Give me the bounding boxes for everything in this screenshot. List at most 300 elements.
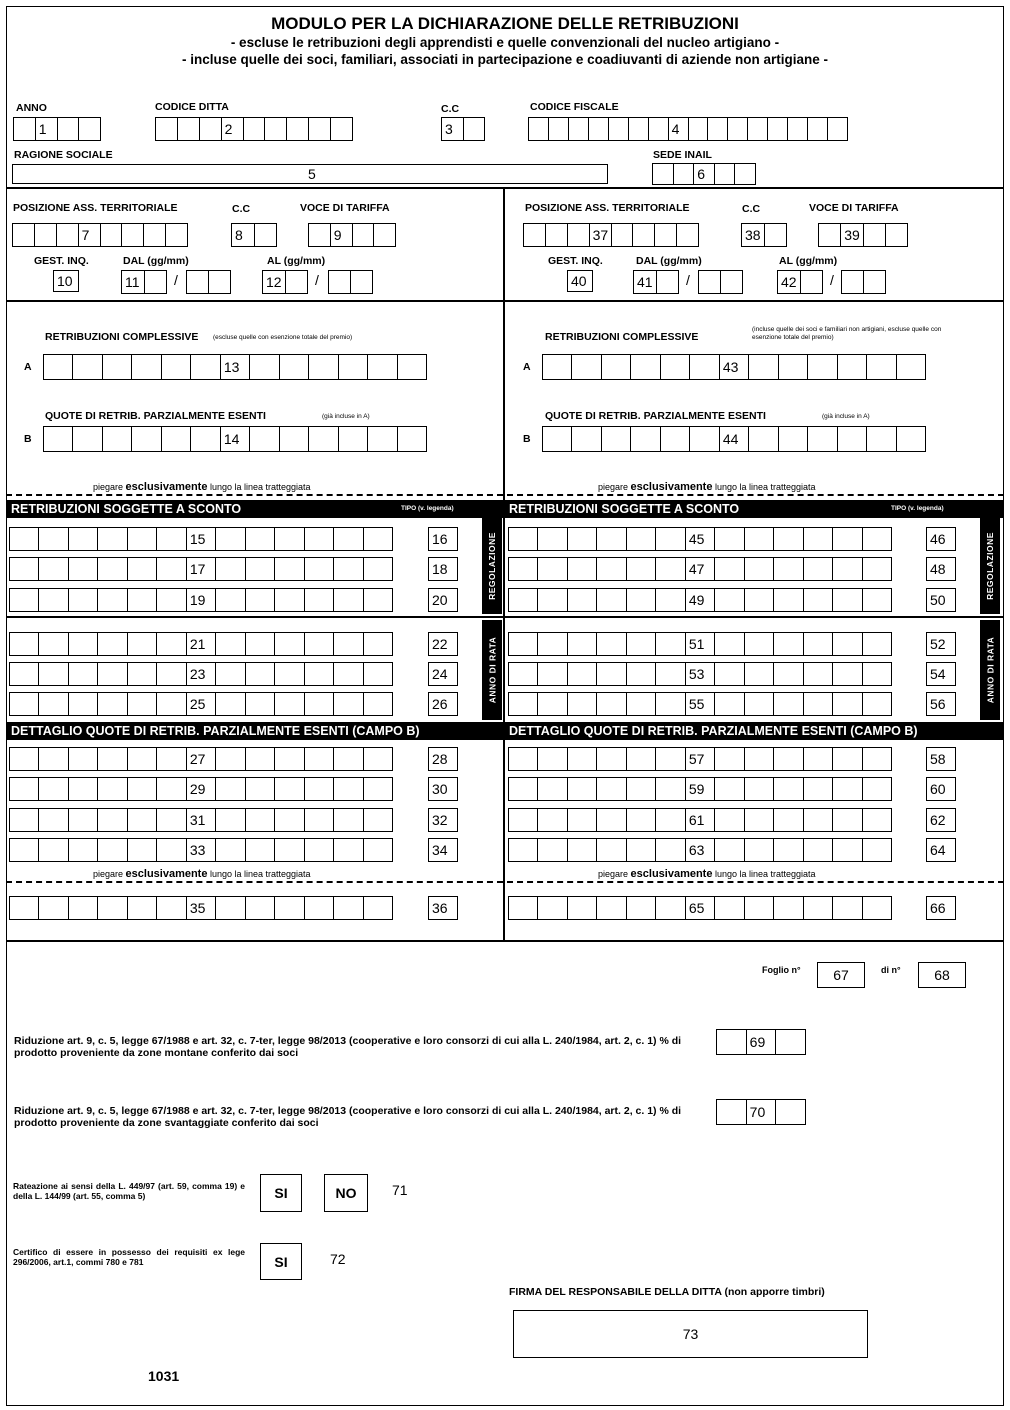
digit-cell	[832, 633, 861, 655]
digit-cell	[685, 633, 714, 655]
digit-cell	[676, 224, 698, 246]
digit-cell	[72, 427, 101, 451]
cc-label-left: C.C	[232, 203, 251, 215]
field-17[interactable]	[9, 557, 393, 581]
dal-label-right: DAL (gg/mm)	[636, 255, 702, 267]
digit-cell	[68, 897, 97, 919]
field-63[interactable]	[508, 838, 892, 862]
field-tipo-46[interactable]	[926, 527, 956, 551]
rateazione-si-checkbox[interactable]: SI	[260, 1174, 302, 1212]
digit-cell	[215, 809, 244, 831]
field-tipo-24[interactable]	[428, 662, 458, 686]
rateazione-no-checkbox[interactable]: NO	[324, 1174, 368, 1212]
firma-label: FIRMA DEL RESPONSABILE DELLA DITTA (non apporre timbri)	[509, 1286, 825, 1298]
field-retr-complessive-left[interactable]	[43, 354, 427, 380]
letter-a-right: A	[523, 361, 531, 373]
digit-cell	[927, 839, 955, 861]
field-49[interactable]	[508, 588, 892, 612]
field-al-day-left[interactable]	[262, 270, 308, 294]
digit-cell	[832, 558, 861, 580]
fold-pre: piegare	[93, 482, 126, 492]
digit-cell	[626, 693, 655, 715]
field-21[interactable]	[9, 632, 393, 656]
digit-cell	[338, 355, 367, 379]
digit-cell	[97, 839, 126, 861]
field-tipo-18[interactable]	[428, 557, 458, 581]
digit-cell	[254, 224, 277, 246]
digit-cell	[429, 748, 457, 770]
digit-cell	[626, 748, 655, 770]
digit-cell	[746, 1030, 776, 1054]
field-number: 29	[189, 781, 206, 797]
form-code: 1031	[148, 1368, 180, 1384]
digit-cell	[714, 589, 743, 611]
digit-cell	[274, 558, 303, 580]
field-sede-inail[interactable]	[652, 163, 756, 185]
digit-cell	[13, 165, 607, 183]
digit-cell	[567, 839, 596, 861]
digit-cell	[778, 271, 800, 293]
digit-cell	[727, 118, 747, 140]
digit-cell	[719, 355, 748, 379]
digit-cell	[596, 748, 625, 770]
digit-cell	[773, 589, 802, 611]
fold-pre: piegare	[598, 869, 631, 879]
field-number: 47	[688, 561, 705, 577]
digit-cell	[655, 839, 684, 861]
field-number: 7	[81, 227, 90, 243]
field-65[interactable]	[508, 896, 892, 920]
digit-cell	[885, 224, 907, 246]
field-tipo-56[interactable]	[926, 692, 956, 716]
digit-cell	[245, 663, 274, 685]
field-tipo-54[interactable]	[926, 662, 956, 686]
field-dal-day-right[interactable]	[633, 270, 679, 294]
field-tipo-34[interactable]	[428, 838, 458, 862]
regolazione-label-left: REGOLAZIONE	[487, 532, 497, 600]
digit-cell	[589, 224, 611, 246]
field-tipo-58[interactable]	[926, 747, 956, 771]
digit-cell	[249, 427, 278, 451]
field-tipo-62[interactable]	[926, 808, 956, 832]
field-number: 2	[224, 121, 233, 137]
field-number: 22	[432, 636, 448, 652]
digit-cell	[187, 271, 208, 293]
field-riduzione-svantaggiate[interactable]	[716, 1099, 806, 1125]
digit-cell	[429, 663, 457, 685]
digit-cell	[279, 427, 308, 451]
digit-cell	[742, 224, 764, 246]
digit-cell	[44, 427, 72, 451]
digit-cell	[773, 839, 802, 861]
digit-cell	[832, 809, 861, 831]
digit-cell	[38, 663, 67, 685]
digit-cell	[827, 118, 847, 140]
digit-cell	[927, 778, 955, 800]
field-33[interactable]	[9, 838, 393, 862]
field-tipo-64[interactable]	[926, 838, 956, 862]
digit-cell	[215, 558, 244, 580]
field-19[interactable]	[9, 588, 393, 612]
digit-cell	[274, 589, 303, 611]
digit-cell	[232, 224, 254, 246]
digit-cell	[363, 589, 392, 611]
digit-cell	[778, 355, 807, 379]
digit-cell	[274, 748, 303, 770]
digit-cell	[127, 589, 156, 611]
retr-complessive-label-left: RETRIBUZIONI COMPLESSIVE	[45, 331, 199, 343]
digit-cell	[632, 224, 654, 246]
al-slash-left: /	[315, 272, 319, 288]
digit-cell	[773, 693, 802, 715]
field-al-day-right[interactable]	[777, 270, 823, 294]
digit-cell	[38, 778, 67, 800]
voce-label-left: VOCE DI TARIFFA	[300, 202, 390, 214]
digit-cell	[655, 633, 684, 655]
dettaglio-bar-right	[504, 722, 1004, 740]
field-codice-ditta[interactable]	[155, 117, 353, 141]
field-dal-month-right[interactable]	[698, 270, 743, 294]
dal-slash-left: /	[174, 272, 178, 288]
digit-cell	[68, 778, 97, 800]
anno-rata-bar-left	[482, 620, 502, 720]
digit-cell	[68, 633, 97, 655]
digit-cell	[866, 355, 895, 379]
digit-cell	[186, 778, 215, 800]
field-number: 24	[432, 666, 448, 682]
digit-cell	[215, 778, 244, 800]
field-number: 37	[592, 227, 609, 243]
digit-cell	[333, 663, 362, 685]
digit-cell	[837, 355, 866, 379]
digit-cell	[363, 663, 392, 685]
digit-cell	[186, 839, 215, 861]
quote-note-right: (già incluse in A)	[822, 413, 870, 420]
fold-instruction-1-left	[93, 482, 311, 493]
digit-cell	[308, 427, 337, 451]
field-25[interactable]	[9, 692, 393, 716]
digit-cell	[567, 558, 596, 580]
field-gest-right[interactable]	[567, 270, 593, 292]
digit-cell	[626, 663, 655, 685]
digit-cell	[127, 693, 156, 715]
field-quote-left[interactable]	[43, 426, 427, 452]
digit-cell	[568, 118, 588, 140]
field-number: 13	[223, 359, 240, 375]
digit-cell	[333, 693, 362, 715]
field-ragione-sociale[interactable]	[12, 164, 608, 184]
digit-cell	[626, 809, 655, 831]
field-53[interactable]	[508, 662, 892, 686]
firma-field[interactable]: 73	[513, 1310, 868, 1358]
digit-cell	[363, 633, 392, 655]
fold-instruction-1-right	[598, 482, 816, 493]
field-codice-fiscale[interactable]	[528, 117, 848, 141]
digit-cell	[819, 224, 840, 246]
quote-note-left: (già incluse in A)	[322, 413, 370, 420]
digit-cell	[274, 663, 303, 685]
digit-cell	[221, 118, 243, 140]
ragione-sociale-label: RAGIONE SOCIALE	[14, 149, 113, 161]
field-number: 23	[189, 666, 206, 682]
digit-cell	[896, 427, 925, 451]
digit-cell	[245, 897, 274, 919]
field-number: 45	[688, 531, 705, 547]
riduzione-svantaggiate-text: Riduzione art. 9, c. 5, legge 67/1988 e art. 32, c. 7-ter, legge 98/2013 (cooperative e loro consorzi di cui alla L. 240/1984, art. 2, c. 1) % di prodotto proveniente da zone svantaggiate conferito dai soci	[14, 1105, 682, 1130]
digit-cell	[863, 271, 885, 293]
digit-cell	[285, 271, 308, 293]
digit-cell	[685, 528, 714, 550]
digit-cell	[611, 224, 633, 246]
field-cc-top[interactable]	[441, 117, 485, 141]
posizione-label-left: POSIZIONE ASS. TERRITORIALE	[13, 202, 178, 214]
digit-cell	[156, 748, 185, 770]
digit-cell	[397, 355, 426, 379]
field-di[interactable]: 68	[918, 962, 966, 988]
gest-label-left: GEST. INQ.	[34, 255, 89, 267]
digit-cell	[842, 271, 863, 293]
digit-cell	[717, 1030, 746, 1054]
field-29[interactable]	[9, 777, 393, 801]
digit-cell	[186, 809, 215, 831]
field-15[interactable]	[9, 527, 393, 551]
field-retr-complessive-right[interactable]	[542, 354, 926, 380]
sconto-bar-right	[504, 500, 1004, 518]
field-number: 8	[235, 227, 243, 243]
digit-cell	[68, 693, 97, 715]
digit-cell	[685, 589, 714, 611]
digit-cell	[803, 809, 832, 831]
field-35[interactable]	[9, 896, 393, 920]
digit-cell	[863, 224, 885, 246]
digit-cell	[862, 693, 891, 715]
field-55[interactable]	[508, 692, 892, 716]
letter-b-left: B	[24, 433, 32, 445]
digit-cell	[44, 355, 72, 379]
digit-cell	[308, 355, 337, 379]
field-tipo-66[interactable]	[926, 896, 956, 920]
field-number: 11	[125, 274, 140, 290]
digit-cell	[38, 558, 67, 580]
foglio-label: Foglio n°	[762, 965, 801, 975]
digit-cell	[509, 809, 537, 831]
digit-cell	[215, 693, 244, 715]
digit-cell	[245, 778, 274, 800]
digit-cell	[862, 897, 891, 919]
field-51[interactable]	[508, 632, 892, 656]
digit-cell	[800, 271, 823, 293]
digit-cell	[429, 633, 457, 655]
digit-cell	[442, 118, 463, 140]
digit-cell	[927, 693, 955, 715]
digit-cell	[10, 663, 38, 685]
field-number: 43	[722, 359, 739, 375]
field-number: 40	[571, 273, 587, 289]
digit-cell	[10, 809, 38, 831]
field-number: 44	[722, 431, 739, 447]
digit-cell	[367, 355, 396, 379]
cc-label-right: C.C	[742, 203, 761, 215]
field-cc-right[interactable]	[741, 223, 787, 247]
field-dal-month-left[interactable]	[186, 270, 231, 294]
digit-cell	[274, 633, 303, 655]
digit-cell	[121, 224, 143, 246]
digit-cell	[144, 271, 167, 293]
digit-cell	[744, 558, 773, 580]
digit-cell	[97, 809, 126, 831]
sconto-title-right: RETRIBUZIONI SOGGETTE A SCONTO	[509, 502, 740, 516]
digit-cell	[363, 839, 392, 861]
digit-cell	[548, 118, 568, 140]
digit-cell	[429, 839, 457, 861]
field-31[interactable]	[9, 808, 393, 832]
field-posizione-left[interactable]	[12, 223, 188, 247]
divider-pat	[6, 300, 1004, 302]
digit-cell	[714, 778, 743, 800]
field-voce-right[interactable]	[818, 223, 908, 247]
field-45[interactable]	[508, 527, 892, 551]
field-61[interactable]	[508, 808, 892, 832]
field-number: 66	[930, 900, 946, 916]
digit-cell	[803, 748, 832, 770]
digit-cell	[807, 427, 836, 451]
digit-cell	[127, 839, 156, 861]
digit-cell	[655, 809, 684, 831]
digit-cell	[186, 748, 215, 770]
field-dal-day-left[interactable]	[121, 270, 167, 294]
digit-cell	[156, 897, 185, 919]
digit-cell	[127, 633, 156, 655]
field-tipo-36[interactable]	[428, 896, 458, 920]
field-23[interactable]	[9, 662, 393, 686]
digit-cell	[78, 224, 100, 246]
digit-cell	[862, 589, 891, 611]
digit-cell	[773, 778, 802, 800]
field-voce-left[interactable]	[308, 223, 396, 247]
field-tipo-26[interactable]	[428, 692, 458, 716]
digit-cell	[744, 663, 773, 685]
field-number: 51	[688, 636, 705, 652]
field-tipo-52[interactable]	[926, 632, 956, 656]
field-tipo-60[interactable]	[926, 777, 956, 801]
field-quote-right[interactable]	[542, 426, 926, 452]
fold-post: lungo la linea tratteggiata	[207, 482, 311, 492]
digit-cell	[655, 748, 684, 770]
fold-pre: piegare	[598, 482, 631, 492]
digit-cell	[10, 528, 38, 550]
digit-cell	[927, 809, 955, 831]
dettaglio-title-left: DETTAGLIO QUOTE DI RETRIB. PARZIALMENTE ESENTI (CAMPO B)	[11, 724, 420, 738]
field-foglio[interactable]: 67	[817, 962, 865, 988]
digit-cell	[363, 778, 392, 800]
digit-cell	[660, 427, 689, 451]
digit-cell	[220, 355, 249, 379]
field-tipo-32[interactable]	[428, 808, 458, 832]
dettaglio-title-right: DETTAGLIO QUOTE DI RETRIB. PARZIALMENTE ESENTI (CAMPO B)	[509, 724, 918, 738]
digit-cell	[744, 897, 773, 919]
field-tipo-20[interactable]	[428, 588, 458, 612]
digit-cell	[68, 558, 97, 580]
digit-cell	[567, 778, 596, 800]
digit-cell	[744, 778, 773, 800]
digit-cell	[927, 897, 955, 919]
retr-complessive-label-right: RETRIBUZIONI COMPLESSIVE	[545, 331, 699, 343]
field-47[interactable]	[508, 557, 892, 581]
digit-cell	[509, 663, 537, 685]
field-tipo-16[interactable]	[428, 527, 458, 551]
retr-complessive-note-left: (escluse quelle con esenzione totale del premio)	[213, 334, 353, 341]
field-gest-left[interactable]	[53, 270, 79, 292]
digit-cell	[803, 778, 832, 800]
digit-cell	[186, 897, 215, 919]
digit-cell	[744, 528, 773, 550]
digit-cell	[208, 271, 230, 293]
digit-cell	[274, 528, 303, 550]
field-tipo-28[interactable]	[428, 747, 458, 771]
digit-cell	[156, 558, 185, 580]
digit-cell	[748, 427, 777, 451]
field-number: 19	[189, 592, 206, 608]
digit-cell	[747, 118, 767, 140]
field-posizione-right[interactable]	[523, 223, 699, 247]
digit-cell	[263, 271, 285, 293]
digit-cell	[543, 427, 571, 451]
field-59[interactable]	[508, 777, 892, 801]
digit-cell	[689, 355, 718, 379]
field-tipo-22[interactable]	[428, 632, 458, 656]
field-57[interactable]	[508, 747, 892, 771]
digit-cell	[429, 897, 457, 919]
digit-cell	[245, 809, 274, 831]
digit-cell	[862, 778, 891, 800]
digit-cell	[308, 118, 330, 140]
field-cc-left[interactable]	[231, 223, 277, 247]
field-tipo-30[interactable]	[428, 777, 458, 801]
digit-cell	[127, 528, 156, 550]
digit-cell	[567, 663, 596, 685]
digit-cell	[866, 427, 895, 451]
digit-cell	[685, 897, 714, 919]
field-number-71: 71	[392, 1182, 408, 1198]
digit-cell	[177, 118, 199, 140]
field-tipo-48[interactable]	[926, 557, 956, 581]
digit-cell	[131, 427, 160, 451]
field-number-72: 72	[330, 1251, 346, 1267]
digit-cell	[537, 748, 566, 770]
field-27[interactable]	[9, 747, 393, 771]
field-number: 27	[189, 751, 206, 767]
field-tipo-50[interactable]	[926, 588, 956, 612]
digit-cell	[630, 355, 659, 379]
field-anno[interactable]	[13, 117, 101, 141]
digit-cell	[304, 633, 333, 655]
field-riduzione-montane[interactable]	[716, 1029, 806, 1055]
field-number: 28	[432, 751, 448, 767]
fold-line-1	[6, 494, 1004, 496]
digit-cell	[509, 897, 537, 919]
field-al-month-right[interactable]	[841, 270, 886, 294]
digit-cell	[571, 355, 600, 379]
digit-cell	[186, 633, 215, 655]
field-number: 55	[688, 696, 705, 712]
digit-cell	[72, 355, 101, 379]
digit-cell	[215, 839, 244, 861]
field-al-month-left[interactable]	[328, 270, 373, 294]
digit-cell	[832, 693, 861, 715]
digit-cell	[274, 693, 303, 715]
digit-cell	[100, 224, 122, 246]
certifico-si-checkbox[interactable]: SI	[260, 1243, 302, 1280]
